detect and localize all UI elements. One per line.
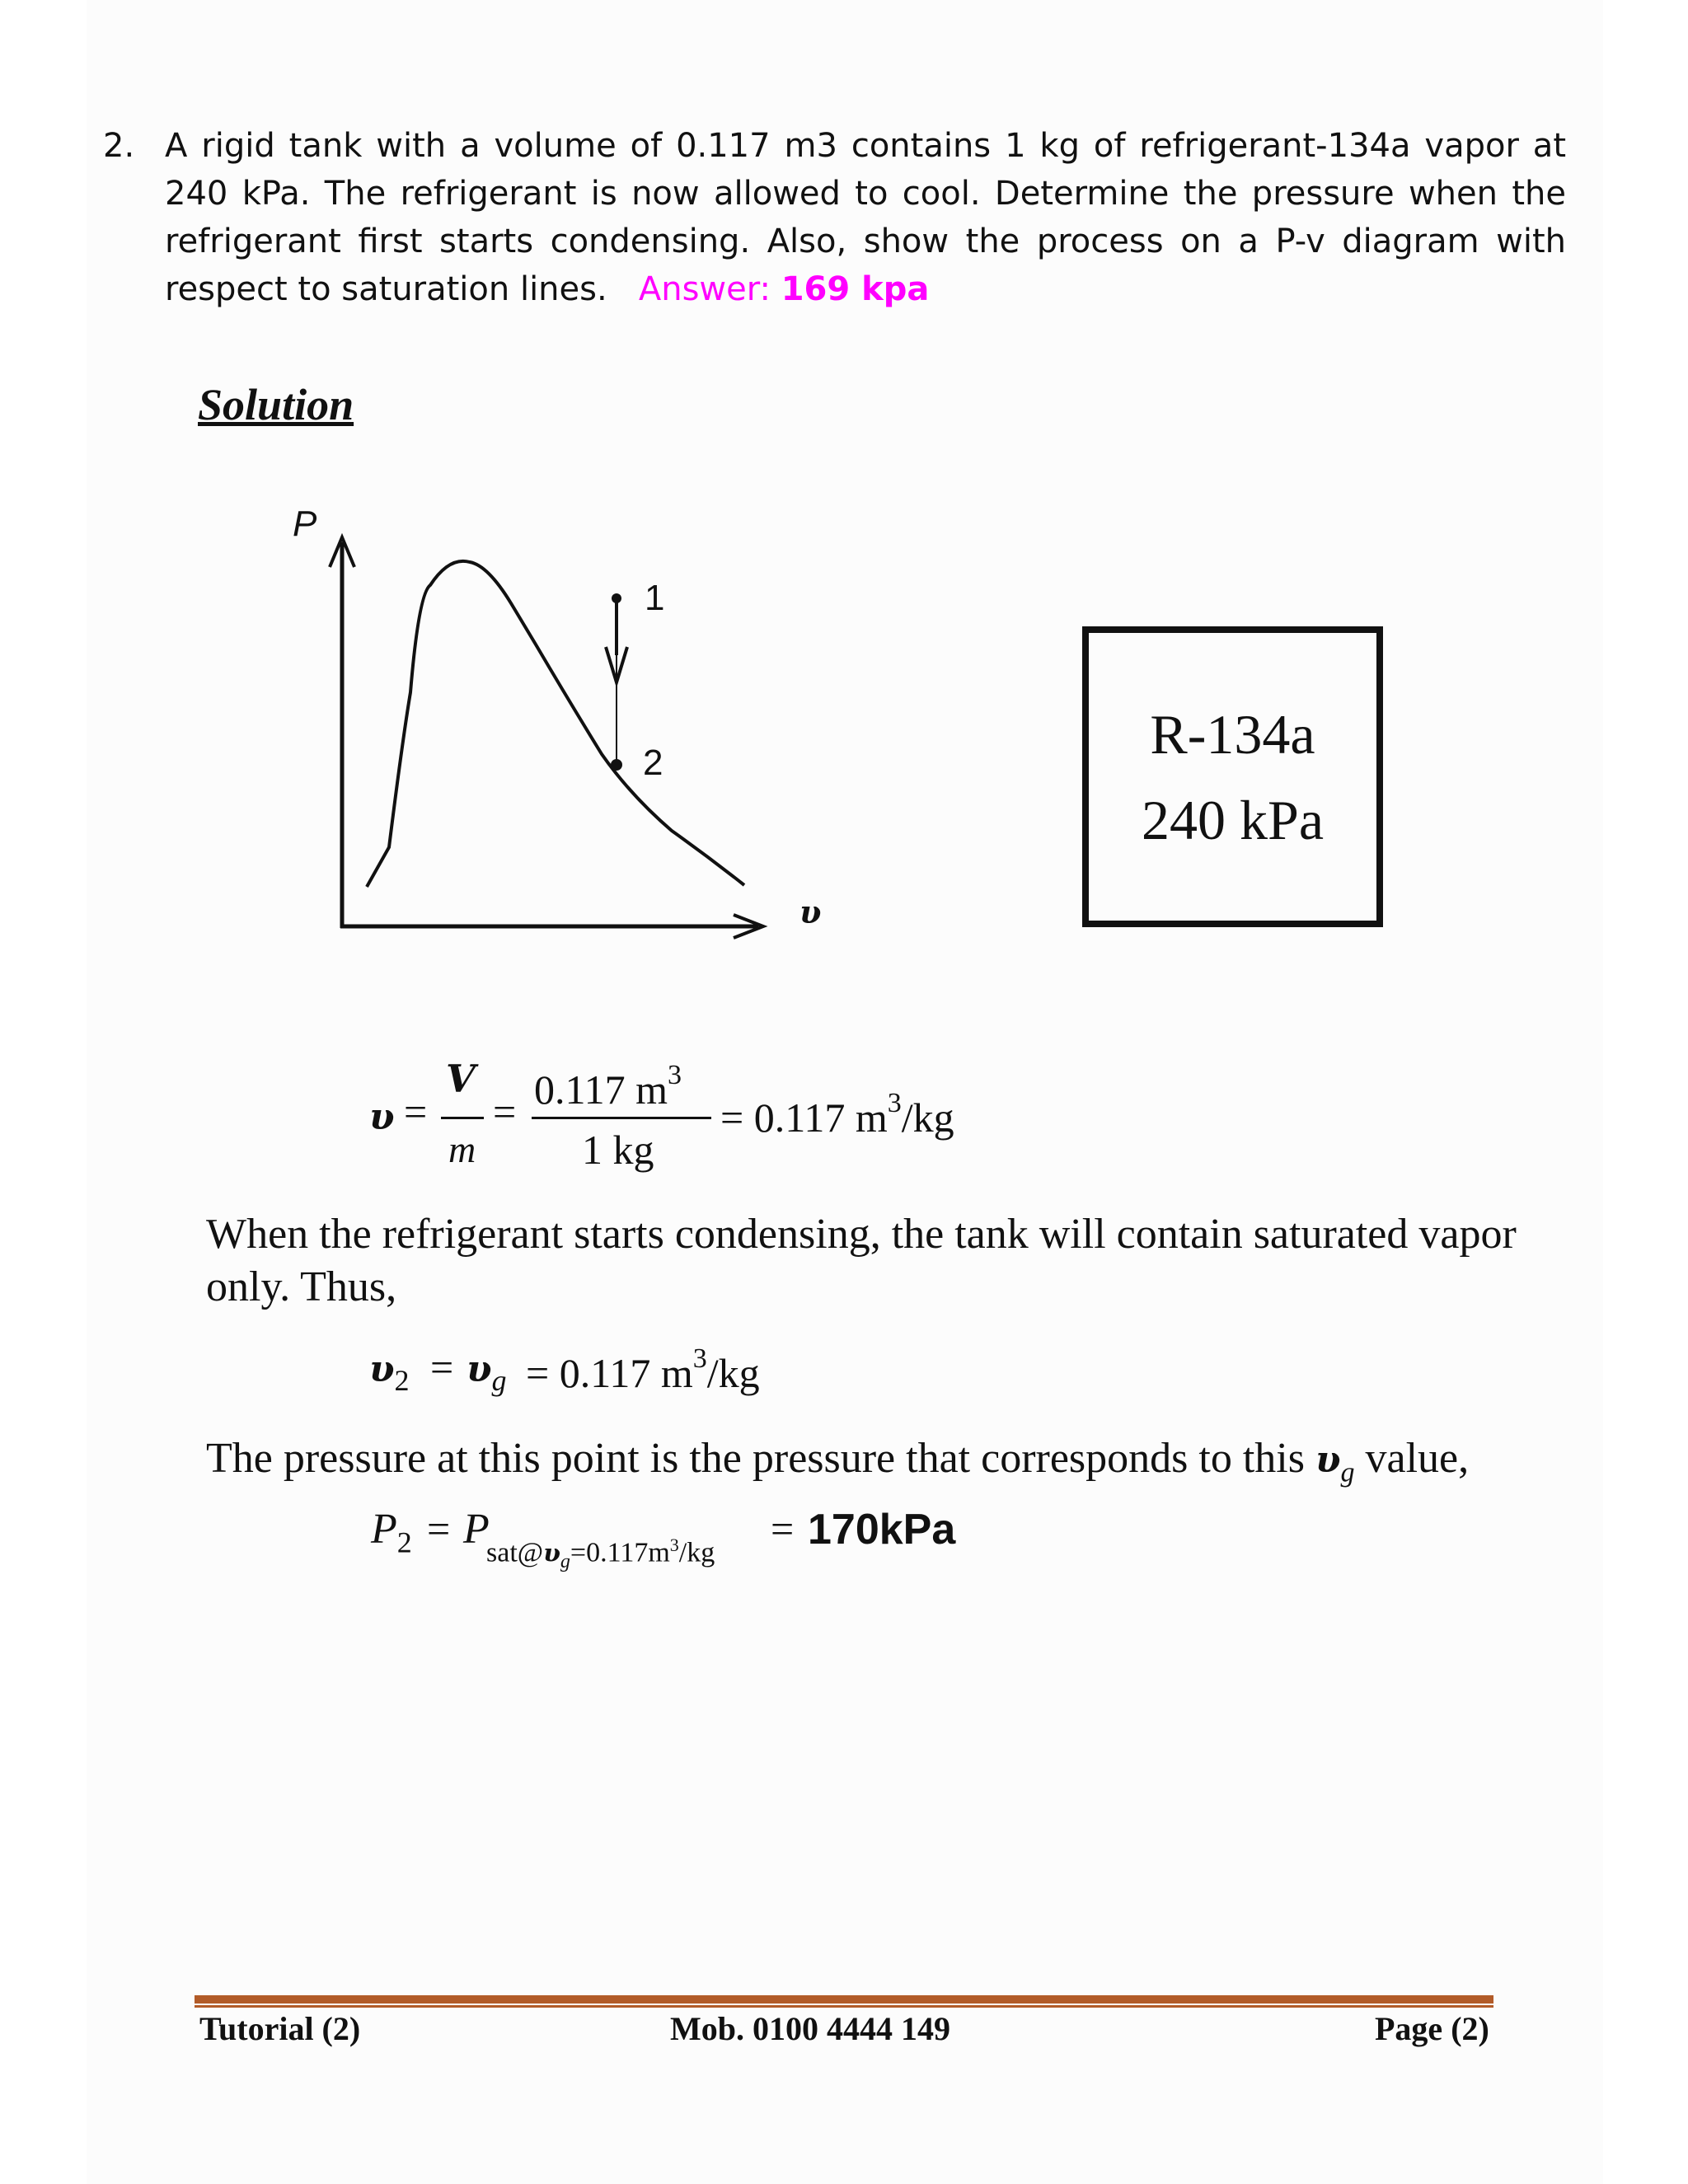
state-label-2: 2 xyxy=(643,743,663,783)
eq1-frac-bar-1 xyxy=(441,1117,484,1119)
eq1-den1: m xyxy=(448,1128,476,1170)
eq1-lhs: υ xyxy=(369,1096,395,1138)
problem-number: 2. xyxy=(103,127,135,165)
eq2-mid-sub: g xyxy=(491,1364,507,1397)
eq3-lhs-sub: 2 xyxy=(396,1526,412,1559)
problem-statement xyxy=(165,122,1566,313)
p-axis-label: P xyxy=(293,504,317,544)
eq3-sub-text1: sat@ xyxy=(486,1537,544,1568)
v-axis-label: υ xyxy=(799,893,822,930)
eq1-num2 xyxy=(534,1060,682,1113)
footer-left: Tutorial (2) xyxy=(199,2010,361,2047)
state-label-1: 1 xyxy=(645,578,665,618)
eq3-lhs-symbol: P xyxy=(371,1506,397,1553)
eq2-mid xyxy=(467,1343,507,1398)
eq3-equals-2: = xyxy=(771,1506,795,1552)
state-point-2 xyxy=(611,759,622,771)
footer-right: Page (2) xyxy=(1375,2010,1489,2047)
eq3-sub-symbol: υ xyxy=(543,1539,560,1568)
saturation-dome xyxy=(367,561,744,887)
eq3-subscript xyxy=(486,1535,715,1573)
paragraph-pressure xyxy=(206,1432,1607,1499)
tank-pressure: 240 kPa xyxy=(1142,788,1324,851)
eq2-rhs-value: = 0.117 m xyxy=(526,1350,693,1396)
problem-text: A rigid tank with a volume of 0.117 m3 contains 1 kg of refrigerant-134a vapor at 240 kPa. The refrigerant is now allowed to cool. Determine the pressure when the refrigerant first starts condensing. Also, show the process on a P-v diagram with respect to saturation lines. xyxy=(165,127,1566,308)
tank-fluid: R-134a xyxy=(1150,702,1315,766)
eq3-sub-sup: 3 xyxy=(669,1535,679,1555)
eq1-rhs-unit: /kg xyxy=(901,1094,954,1141)
eq2-rhs xyxy=(526,1343,760,1397)
eq1-num2-sup: 3 xyxy=(668,1060,682,1090)
paragraph-condensing: When the refrigerant starts condensing, the tank will contain saturated vapor only. Thus, xyxy=(206,1211,1517,1310)
eq2-rhs-unit: /kg xyxy=(706,1350,760,1396)
paragraph-pressure-symbol: υ xyxy=(1315,1439,1341,1481)
eq1-rhs-sup: 3 xyxy=(887,1088,902,1118)
footer-rule-thin xyxy=(195,2005,1493,2008)
eq1-equals-1: = xyxy=(404,1089,428,1135)
eq3-sub-g: g xyxy=(560,1551,570,1573)
answer xyxy=(617,270,929,308)
paragraph-pressure-sub: g xyxy=(1340,1457,1355,1488)
eq3-lhs xyxy=(371,1505,412,1559)
eq1-num2-text: 0.117 m xyxy=(534,1066,668,1113)
eq1-frac-bar-2 xyxy=(532,1117,711,1119)
paragraph-pressure-text: The pressure at this point is the pressure that corresponds to this xyxy=(206,1435,1305,1482)
eq2-mid-symbol: υ xyxy=(467,1348,492,1390)
paragraph-pressure-tail: value, xyxy=(1365,1435,1470,1482)
eq2-lhs-sub: 2 xyxy=(394,1364,410,1397)
eq3-sub-text2: =0.117m xyxy=(570,1537,670,1568)
eq3-equals-1: = xyxy=(427,1506,451,1552)
state-point-1 xyxy=(612,593,621,603)
footer-rule xyxy=(195,1995,1493,2004)
eq3-sub-text3: /kg xyxy=(678,1537,715,1568)
eq3-p: P xyxy=(463,1506,490,1553)
eq3-result: 170kPa xyxy=(808,1506,956,1554)
tank-box xyxy=(1082,626,1383,927)
eq1-den2: 1 kg xyxy=(582,1127,654,1173)
eq2-lhs-symbol: υ xyxy=(369,1348,395,1390)
solution-heading: Solution xyxy=(198,380,354,429)
eq1-equals-2: = xyxy=(493,1089,517,1135)
pv-diagram xyxy=(272,494,865,956)
eq2-rhs-sup: 3 xyxy=(692,1343,707,1374)
eq1-num1: V xyxy=(446,1057,476,1101)
footer-center: Mob. 0100 4444 149 xyxy=(670,2010,950,2047)
eq1-rhs-value: = 0.117 m xyxy=(720,1094,888,1141)
eq1-rhs xyxy=(720,1088,954,1141)
eq2-lhs xyxy=(369,1343,410,1398)
answer-label: Answer: xyxy=(638,270,771,308)
answer-value: 169 kpa xyxy=(781,270,930,308)
eq2-equals-1: = xyxy=(430,1344,454,1390)
